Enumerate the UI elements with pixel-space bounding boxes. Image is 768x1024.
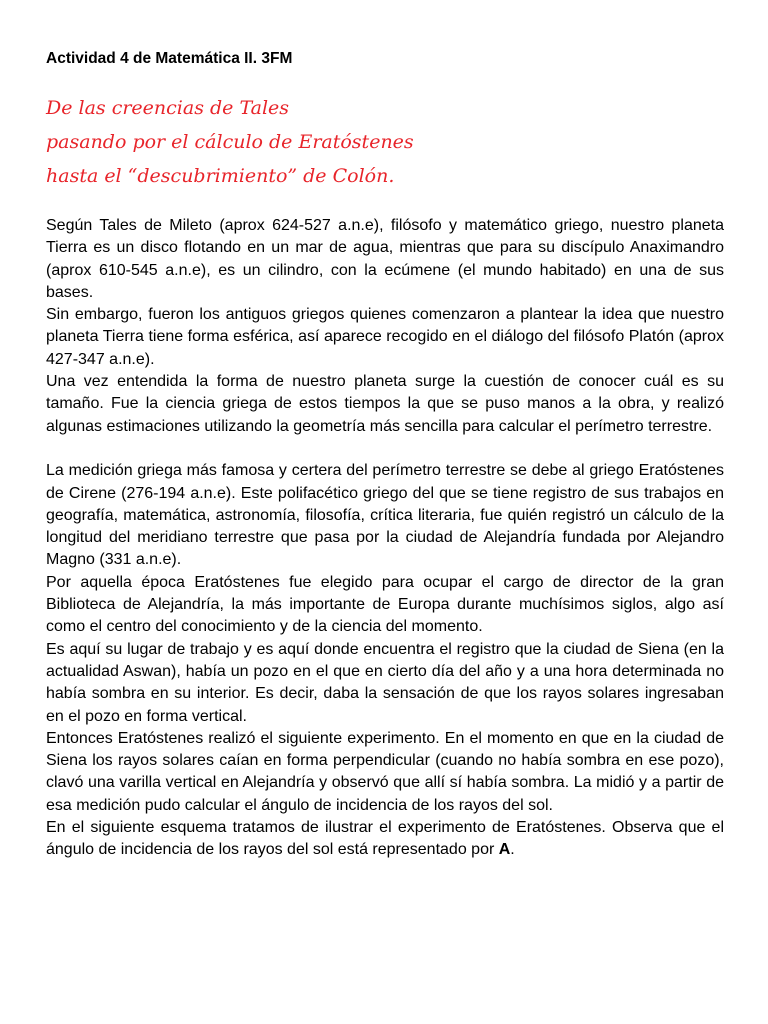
handwritten-subtitle (46, 91, 724, 193)
diagram-intro-end: . (510, 841, 515, 859)
paragraph-earth-size: Una vez entendida la forma de nuestro planeta surge la cuestión de conocer cuál es su tamaño. Fue la ciencia griega de estos tiempos la que se puso manos a la obra, y realizó algunas estimaciones utilizando la geometría más sencilla para calcular el perímetro terrestre. (46, 373, 724, 435)
document-page (46, 49, 724, 862)
subtitle-line-3: hasta el “descubrimiento” de Colón. (46, 165, 395, 187)
paragraph-spherical-earth: Sin embargo, fueron los antiguos griegos quienes comenzaron a plantear la idea que nuestro planeta Tierra tiene forma esférica, así aparece recogido en el diálogo del filósofo Platón (aprox 427-347 a.n.e). (46, 306, 724, 368)
subtitle-line-1: De las creencias de Tales (46, 97, 290, 119)
body-text (46, 215, 724, 862)
paragraph-experiment: Entonces Eratóstenes realizó el siguiente experimento. En el momento en que en la ciudad de Siena los rayos solares caían en forma perpendicular (cuando no había sombra en ese pozo), clavó una varilla vertical en Alejandría y observó que allí sí había sombra. La midió y a partir de esa medición pudo calcular el ángulo de incidencia de los rayos del sol. (46, 729, 724, 814)
document-title: Actividad 4 de Matemática II. 3FM (46, 50, 293, 67)
paragraph-diagram-intro (46, 817, 724, 862)
subtitle-line-2: pasando por el cálculo de Eratóstenes (46, 131, 414, 153)
diagram-intro-text: En el siguiente esquema tratamos de ilustrar el experimento de Eratóstenes. Observa que el ángulo de incidencia de los rayos del sol está representado por (46, 819, 724, 859)
angle-label-a: A (498, 841, 511, 859)
paragraph-tales: Según Tales de Mileto (aprox 624-527 a.n.e), filósofo y matemático griego, nuestro planeta Tierra es un disco flotando en un mar de agua, mientras que para su discípulo Anaximandro (aprox 610-545 a.n.e), es un cilindro, con la ecúmene (el mundo habitado) en una de sus bases. (46, 217, 724, 301)
paragraph-library-alexandria: Por aquella época Eratóstenes fue elegido para ocupar el cargo de director de la gran Biblioteca de Alejandría, la más importante de Europa durante muchísimos siglos, algo así como el centro del conocimiento y de la ciencia del momento. (46, 573, 724, 636)
paragraph-eratosthenes-measurement: La medición griega más famosa y certera del perímetro terrestre se debe al griego Eratóstenes de Cirene (276-194 a.n.e). Este polifacético griego del que se tiene registro de sus trabajos en geografía, matemática, astronomía, filosofía, crítica literaria, fue quién registró un cálculo de la longitud del meridiano terrestre que pasa por la ciudad de Alejandría fundada por Alejandro Magno (331 a.n.e). (46, 462, 724, 569)
paragraph-siena-well: Es aquí su lugar de trabajo y es aquí donde encuentra el registro que la ciudad de Siena (en la actualidad Aswan), había un pozo en el que en cierto día del año y a una hora determinada no había sombra en su interior. Es decir, daba la sensación de que los rayos solares ingresaban en el pozo en forma vertical. (46, 640, 724, 725)
